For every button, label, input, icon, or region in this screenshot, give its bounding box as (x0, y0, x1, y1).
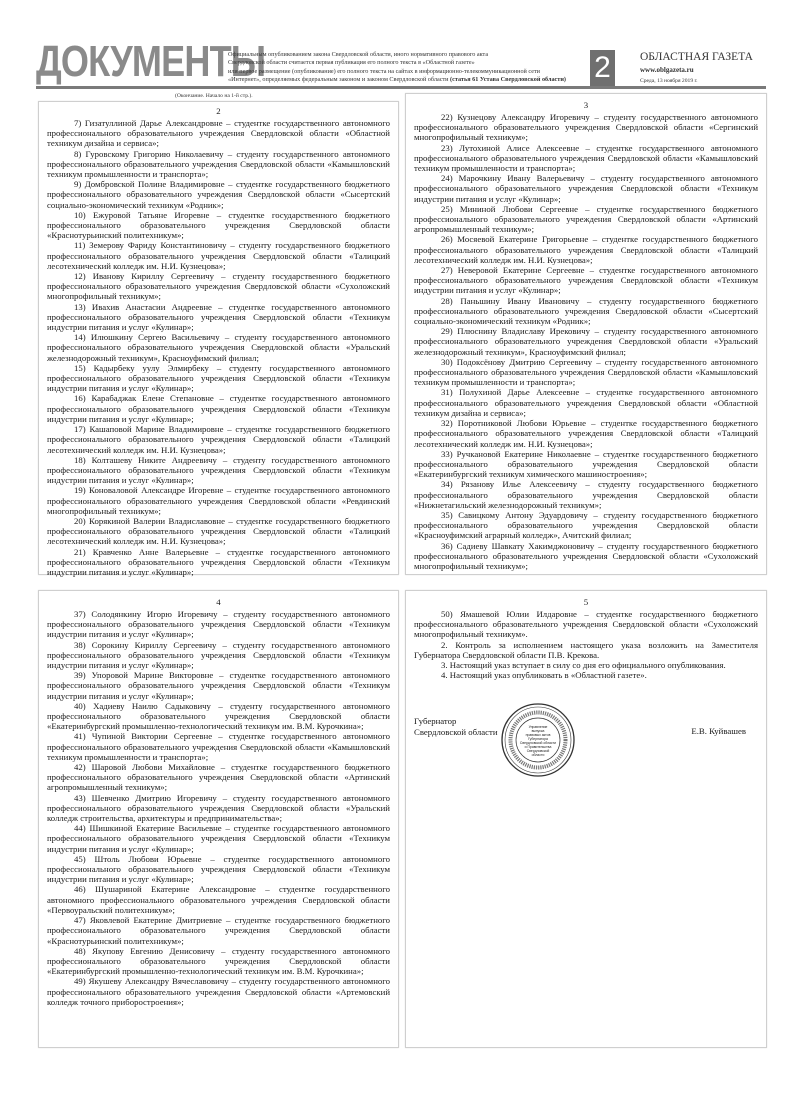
decree-item: 13) Ивахив Анастасии Андреевне – студентке государственного автономного профессионального образовательного учреждения Свердловской области «Техникум индустрии питания и услуг «Кулинар»; (47, 301, 390, 333)
issue-date: Среда, 13 ноября 2019 г. (640, 78, 698, 84)
decree-item: 37) Солодянкину Игорю Игоревичу – студенту государственного автономного профессионального образовательного учреждения Свердловской области «Техникум индустрии питания и услуг «Кулинар»; (47, 609, 390, 640)
decree-item: 35) Савицкому Антону Эдуардовичу – студенту государственного бюджетного профессионального образовательного учреждения Свердловской области «Красноуфимский аграрный колледж», Ачитский филиал; (414, 509, 758, 541)
decree-item: 21) Кравченко Анне Валерьевне – студентке государственного автономного профессионального образовательного учреждения Свердловской области «Техникум индустрии питания и услуг «Кулинар»; (47, 546, 390, 577)
decree-item: 49) Якушеву Александру Вячеславовичу – студенту государственного автономного профессионального образовательного учреждения Свердловской области «Артемовский колледж точного приборостроения»; (47, 976, 390, 1007)
decree-item: 40) Хадиеву Наилю Садыковичу – студенту государственного автономного профессионального образовательного учреждения Свердловской области «Екатеринбургский промышленно-технологический техникум им. В.М. Курочкина»; (47, 700, 390, 732)
decree-item: 16) Карабаджак Елене Степановне – студентке государственного автономного профессионального образовательного учреждения Свердловской области «Техникум индустрии питания и услуг «Кулинар»; (47, 393, 390, 424)
newspaper-name: ОБЛАСТНАЯ ГАЗЕТА (640, 51, 753, 63)
stamp-text-line: и Правительства (524, 745, 552, 750)
decree-item: 18) Колташеву Никите Андреевичу – студенту государственного автономного профессионального образовательного учреждения Свердловской области «Техникум индустрии питания и услуг «Кулинар»; (47, 454, 390, 486)
decree-item: 46) Шушариной Екатерине Александровне – студентке государственного автономного профессионального образовательного учреждения Свердловской области «Первоуральский политехникум»; (47, 884, 390, 915)
decree-item: 31) Полухиной Дарье Алексеевне – студентке государственного автономного профессионального образовательного учреждения Свердловской области «Областной техникум дизайна и сервиса»; (414, 387, 758, 418)
page-number-badge: 2 (590, 50, 615, 86)
decree-item: 47) Яковлевой Екатерине Дмитриевне – студентке государственного бюджетного профессионального образовательного учреждения Свердловской области «Краснотурьинский политехникум»; (47, 915, 390, 946)
signatory-name: Е.В. Куйвашев (691, 726, 746, 737)
notice-text: «Интернет», определяемых федеральным законом и законом Свердловской области (228, 76, 449, 84)
document-page-number: 5 (583, 597, 589, 607)
stamp-text-line: правовых актов (525, 733, 551, 738)
decree-item: 19) Коноваловой Александре Игоревне – студентке государственного автономного профессионального образовательного учреждения Свердловской области «Ревдинский многопрофильный техникум»; (47, 485, 390, 516)
decree-item: 8) Гуровскому Григорию Николаевичу – студенту государственного автономного профессионального образовательного учреждения Свердловской области «Камышловский техникум промышленности и транспорта»; (47, 148, 390, 180)
decree-item: 42) Шаровой Любови Михайловне – студентке государственного бюджетного профессионального образовательного учреждения Свердловской области «Артинский агропромышленный техникум»; (47, 762, 390, 793)
decree-item: 17) Кашаповой Марине Владимировне – студентке государственного бюджетного профессионального образовательного учреждения Свердловской области «Талицкий лесотехнический колледж им. Н.И. Кузнецова»; (47, 424, 390, 455)
decree-item: 32) Поротниковой Любови Юрьевне – студентке государственного бюджетного профессионального образовательного учреждения Свердловской области «Талицкий лесотехнический колледж им. Н.И. Кузнецова»; (414, 418, 758, 449)
position-line: Свердловской области (414, 726, 498, 737)
decree-item: 7) Гизатуллиной Дарье Александровне – студентке государственного автономного профессионального образовательного учреждения Свердловской области «Областной техникум дизайна и сервиса»; (47, 118, 390, 149)
decree-item: 29) Плюснину Владиславу Ирековичу – студенту государственного автономного профессионального образовательного учреждения Свердловской области «Уральский железнодорожный техникум», Красноуфимский филиал; (414, 326, 758, 357)
decree-item: 28) Паньшину Ивану Ивановичу – студенту государственного бюджетного профессионального образовательного учреждения Свердловской области «Сысертский социально-экономический техникум «Родник»; (414, 295, 758, 327)
notice-bold: (статья 61 Устава Свердловской области) (450, 76, 566, 84)
signatory-position (414, 716, 498, 737)
decree-item: 24) Марочкину Ивану Валерьевичу – студенту государственного автономного профессионального образовательного учреждения Свердловской области «Техникум индустрии питания и услуг «Кулинар»; (414, 173, 758, 204)
decree-item: 38) Сорокину Кириллу Сергеевичу – студенту государственного автономного профессионального образовательного учреждения Свердловской области «Техникум индустрии питания и услуг «Кулинар»; (47, 639, 390, 671)
stamp-text-line: Свердловской области (519, 741, 557, 746)
decree-item: 23) Лутохиной Алисе Алексеевне – студентке государственного автономного профессионального образовательного учреждения Свердловской области «Камышловский техникум промышленности и транспорта»; (414, 142, 758, 174)
official-seal-stamp (500, 702, 576, 778)
document-page-number: 3 (583, 100, 589, 110)
decree-item: 45) Штоль Любови Юрьевне – студентке государственного автономного профессионального образовательного учреждения Свердловской области «Техникум индустрии питания и услуг «Кулинар»; (47, 853, 390, 885)
continuation-note: (Окончание. Начало на 1-й стр.). (175, 93, 253, 99)
decree-item: 12) Иванову Кириллу Сергеевичу – студенту государственного бюджетного профессионального образовательного учреждения Свердловской области «Сухоложский многопрофильный техникум»; (47, 271, 390, 302)
decree-item: 2. Контроль за исполнением настоящего указа возложить на Заместителя Губернатора Свердловской области П.В. Крекова. (414, 639, 758, 660)
decree-item: 11) Земерову Фариду Константиновичу – студенту государственного бюджетного профессионального образовательного учреждения Свердловской области «Талицкий лесотехнический колледж им. Н.И. Кузнецова»; (47, 240, 390, 271)
stamp-text-line: Управление (528, 725, 548, 730)
notice-line: Официальным опубликованием закона Свердловской области, иного нормативного правового акта (228, 51, 489, 58)
decree-item: 22) Кузнецову Александру Игоревичу – студенту государственного автономного профессионального образовательного учреждения Свердловской области «Сергинский многопрофильный техникум»; (414, 112, 758, 143)
document-page-5 (405, 590, 767, 1048)
decree-item: 3. Настоящий указ вступает в силу со дня его официального опубликования. (441, 660, 726, 671)
stamp-text-line: Свердловской (526, 749, 550, 754)
website-link[interactable]: www.oblgazeta.ru (640, 66, 694, 74)
decree-item: 15) Кадырбеку уулу Элмирбеку – студенту государственного автономного профессионального образовательного учреждения Свердловской области «Техникум индустрии питания и услуг «Кулинар»; (47, 362, 390, 394)
decree-item: 43) Шевченко Дмитрию Игоревичу – студенту государственного автономного профессионального образовательного учреждения Свердловской области «Уральский колледж строительства, архитектуры и предпринимательства»; (47, 792, 390, 824)
stamp-text-line: Губернатора (528, 737, 548, 742)
document-page-2 (38, 101, 399, 575)
decree-item: 10) Ежуровой Татьяне Игоревне – студентке государственного бюджетного профессионального образовательного учреждения Свердловской области «Краснотурьинский политехникум»; (47, 209, 390, 241)
notice-line: Свердловской области считается первая публикация его полного текста в «Областной газете» (228, 59, 475, 67)
document-page-4 (38, 590, 399, 1048)
stamp-text-line: выпуска (531, 729, 545, 734)
decree-item: 26) Мосяевой Екатерине Григорьевне – студентке государственного бюджетного профессионального образовательного учреждения Свердловской области «Талицкий лесотехнический колледж им. Н.И. Кузнецова»; (414, 234, 758, 265)
document-page-3 (405, 93, 767, 575)
decree-item: 20) Корякиной Валерии Владиславовне – студентке государственного бюджетного профессионального образовательного учреждения Свердловской области «Талицкий лесотехнический колледж им. Н.И. Кузнецова»; (47, 515, 390, 547)
decree-item: 34) Рязанову Илье Алексеевичу – студенту государственного бюджетного профессионального образовательного учреждения Свердловской области «Нижнетагильский железнодорожный техникум»; (414, 479, 758, 510)
decree-item: 41) Чупиной Виктории Сергеевне – студентке государственного автономного профессионального образовательного учреждения Свердловской области «Камышловский техникум промышленности и транспорта»; (47, 731, 390, 762)
section-title: ДОКУМЕНТЫ (36, 37, 266, 86)
decree-item: 50) Ямашевой Юлии Илдаровне – студентке государственного бюджетного профессионального образовательного учреждения Свердловской области «Сухоложский многопрофильный техникум». (414, 609, 758, 640)
decree-item: 25) Мининой Любови Сергеевне – студентке государственного бюджетного профессионального образовательного учреждения Свердловской области «Артинский агропромышленный техникум»; (414, 203, 758, 235)
decree-item: 36) Садиеву Шавкату Хакимджоновичу – студенту государственного бюджетного профессионального образовательного учреждения Свердловской области «Сухоложский многопрофильный техникум»; (414, 540, 758, 571)
decree-item: 30) Подоксёнову Дмитрию Сергеевичу – студенту государственного автономного профессионального образовательного учреждения Свердловской области «Камышловский техникум промышленности и транспорта»; (414, 356, 758, 388)
decree-item: 39) Упоровой Марине Викторовне – студентке государственного автономного профессионального образовательного учреждения Свердловской области «Техникум индустрии питания и услуг «Кулинар»; (47, 670, 390, 701)
document-page-number: 2 (216, 106, 221, 116)
decree-item: 44) Шишкиной Екатерине Васильевне – студентке государственного автономного профессионального образовательного учреждения Свердловской области «Техникум индустрии питания и услуг «Кулинар»; (47, 823, 390, 854)
header-divider (36, 86, 766, 89)
decree-item: 27) Неверовой Екатерине Сергеевне – студентке государственного автономного профессионального образовательного учреждения Свердловской области «Техникум индустрии питания и услуг «Кулинар»; (414, 265, 758, 296)
document-page-number: 4 (216, 597, 221, 607)
decree-item: 14) Илюшкину Сергею Васильевичу – студенту государственного автономного профессионального образовательного учреждения Свердловской области «Уральский железнодорожный техникум», Красноуфимский филиал; (47, 332, 390, 363)
decree-item: 33) Ручкановой Екатерине Николаевне – студентке государственного бюджетного профессионального образовательного учреждения Свердловской области «Екатеринбургский техникум химического машиностроения»; (414, 448, 758, 480)
notice-line: или первое размещение (опубликование) его полного текста на сайтах в информационно-телекоммуникационной сети (228, 67, 540, 75)
signature-block (414, 716, 758, 816)
decree-item: 9) Домбровской Полине Владимировне – студентке государственного бюджетного профессионального образовательного учреждения Свердловской области «Сысертский социально-экономический техникум «Родник»; (47, 179, 390, 210)
publication-notice (228, 51, 588, 85)
notice-line (228, 76, 588, 84)
decree-item: 4. Настоящий указ опубликовать в «Областной газете». (441, 670, 647, 681)
stamp-text-line: области (531, 753, 545, 758)
position-line: Губернатор (414, 716, 457, 727)
decree-item: 48) Якупову Евгению Денисовичу – студенту государственного автономного профессионального образовательного учреждения Свердловской области «Екатеринбургский промышленно-технологический техникум им. В.М. Курочкина»; (47, 945, 390, 977)
